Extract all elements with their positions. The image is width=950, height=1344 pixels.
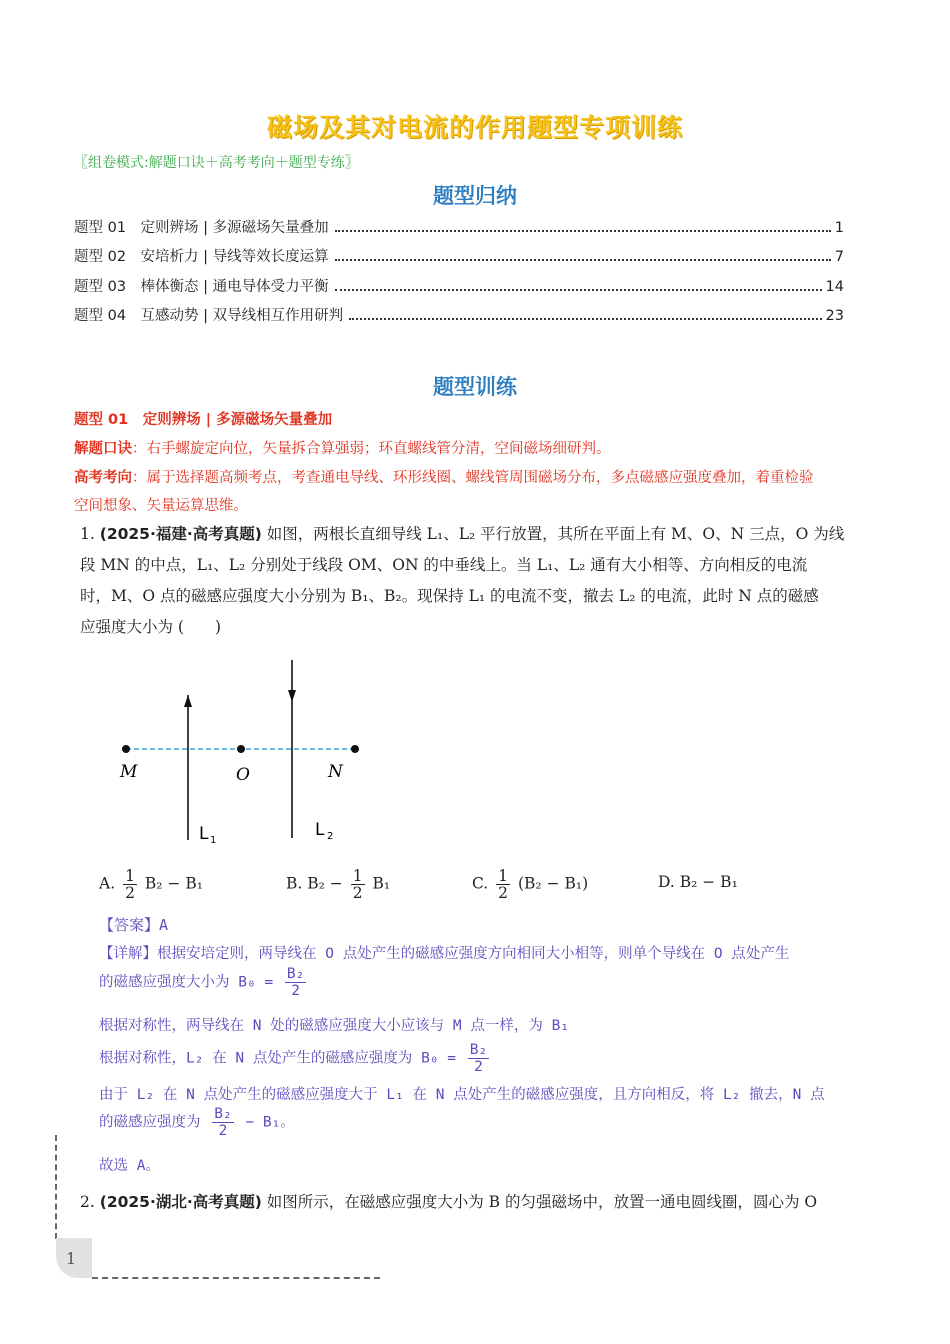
toc-item-4[interactable]: 题型 04 互感动势 | 双导线相互作用研判 23 bbox=[74, 308, 844, 324]
detail-line-6: 的磁感应强度为 $\frac{\text{B₂}}{2}$ − B₁。 bbox=[99, 1106, 295, 1139]
point-o bbox=[237, 745, 245, 753]
margin-dashed-vertical bbox=[55, 1135, 57, 1239]
option-a[interactable]: A. $\frac{1}{2}$ B₂ − B₁ bbox=[99, 867, 203, 902]
detail-line-7: 故选 A。 bbox=[99, 1158, 160, 1174]
exam-direction-cont: 空间想象、矢量运算思维。 bbox=[74, 498, 248, 514]
page-number: 1 bbox=[56, 1238, 92, 1278]
training-heading: 题型训练 bbox=[433, 375, 517, 399]
label-m: M bbox=[120, 762, 138, 782]
toc-item-2[interactable]: 题型 02 安培析力 | 导线等效长度运算 7 bbox=[74, 249, 844, 265]
detail-line-3: 根据对称性，两导线在 N 处的磁感应强度大小应该与 M 点一样，为 B₁ bbox=[99, 1018, 570, 1034]
label-l1-sub: 1 bbox=[210, 835, 217, 846]
label-l2: L bbox=[315, 820, 325, 840]
detail-line-2: 的磁感应强度大小为 B₀ = $\frac{\text{B₂}}{2}$ bbox=[99, 966, 305, 999]
point-n bbox=[351, 745, 359, 753]
mnemonic: 解题口诀：右手螺旋定向位，矢量拆合算强弱；环直螺线管分清，空间磁场细研判。 bbox=[74, 441, 611, 457]
label-l2-sub: 2 bbox=[327, 831, 334, 842]
point-m bbox=[122, 745, 130, 753]
toc-item-1[interactable]: 题型 01 定则辨场 | 多源磁场矢量叠加 1 bbox=[74, 220, 844, 236]
q1-figure bbox=[110, 655, 390, 850]
option-c[interactable]: C. $\frac{1}{2}$ (B₂ − B₁) bbox=[472, 867, 589, 902]
label-l1: L bbox=[199, 824, 209, 844]
question-2: 2. (2025·湖北·高考真题) 如图所示，在磁感应强度大小为 B 的匀强磁场中，放置一通电圆线圈，圆心为 O bbox=[80, 1193, 818, 1211]
detail-line-5: 由于 L₂ 在 N 点处产生的磁感应强度大于 L₁ 在 N 点处产生的磁感应强度，且方向相反，将 L₂ 撤去，N 点 bbox=[99, 1087, 825, 1103]
label-n: N bbox=[328, 762, 343, 782]
down-arrow-icon bbox=[288, 690, 296, 702]
exam-direction: 高考考向：属于选择题高频考点，考查通电导线、环形线圈、螺线管周围磁场分布，多点磁感应强度叠加，着重检验 bbox=[74, 470, 814, 486]
label-o: O bbox=[236, 765, 250, 785]
detail-line-1: 【详解】根据安培定则，两导线在 O 点处产生的磁感应强度方向相同大小相等，则单个导线在 O 点处产生 bbox=[99, 946, 790, 962]
answer: 【答案】A bbox=[99, 916, 169, 934]
summary-heading: 题型归纳 bbox=[433, 184, 517, 208]
option-d[interactable]: D. B₂ − B₁ bbox=[658, 873, 738, 891]
page-title: 磁场及其对电流的作用题型专项训练 bbox=[266, 113, 683, 142]
toc-item-3[interactable]: 题型 03 棒体衡态 | 通电导体受力平衡 14 bbox=[74, 279, 844, 295]
type01-title: 题型 01 定则辨场 | 多源磁场矢量叠加 bbox=[74, 412, 333, 428]
compile-mode: 〖组卷模式:解题口诀＋高考考向＋题型专练〗 bbox=[74, 155, 359, 171]
question-1: 1. (2025·福建·高考真题) 如图，两根长直细导线 L₁、L₂ 平行放置，其所在平面上有 M、O、N 三点，O 为线 段 MN 的中点，L₁、L₂ 分别处于线段 OM、ON 的中垂线上。当 L₁、L₂ 通有大小相等、方向相反的电流 时，M、O 点的磁感应强度大小分别为 B₁、B₂。现保持 L₁ 的电流不变，撤去 L₂ 的电流，此时 N 点的磁感 应强度大小为 ( ) bbox=[80, 525, 845, 636]
detail-line-4: 根据对称性，L₂ 在 N 点处产生的磁感应强度为 B₀ = $\frac{\text{B₂}}{2}$ bbox=[99, 1042, 488, 1075]
option-b[interactable]: B. B₂ − $\frac{1}{2}$ B₁ bbox=[286, 867, 391, 902]
up-arrow-icon bbox=[184, 695, 192, 707]
footer-dashed-line bbox=[92, 1277, 380, 1279]
